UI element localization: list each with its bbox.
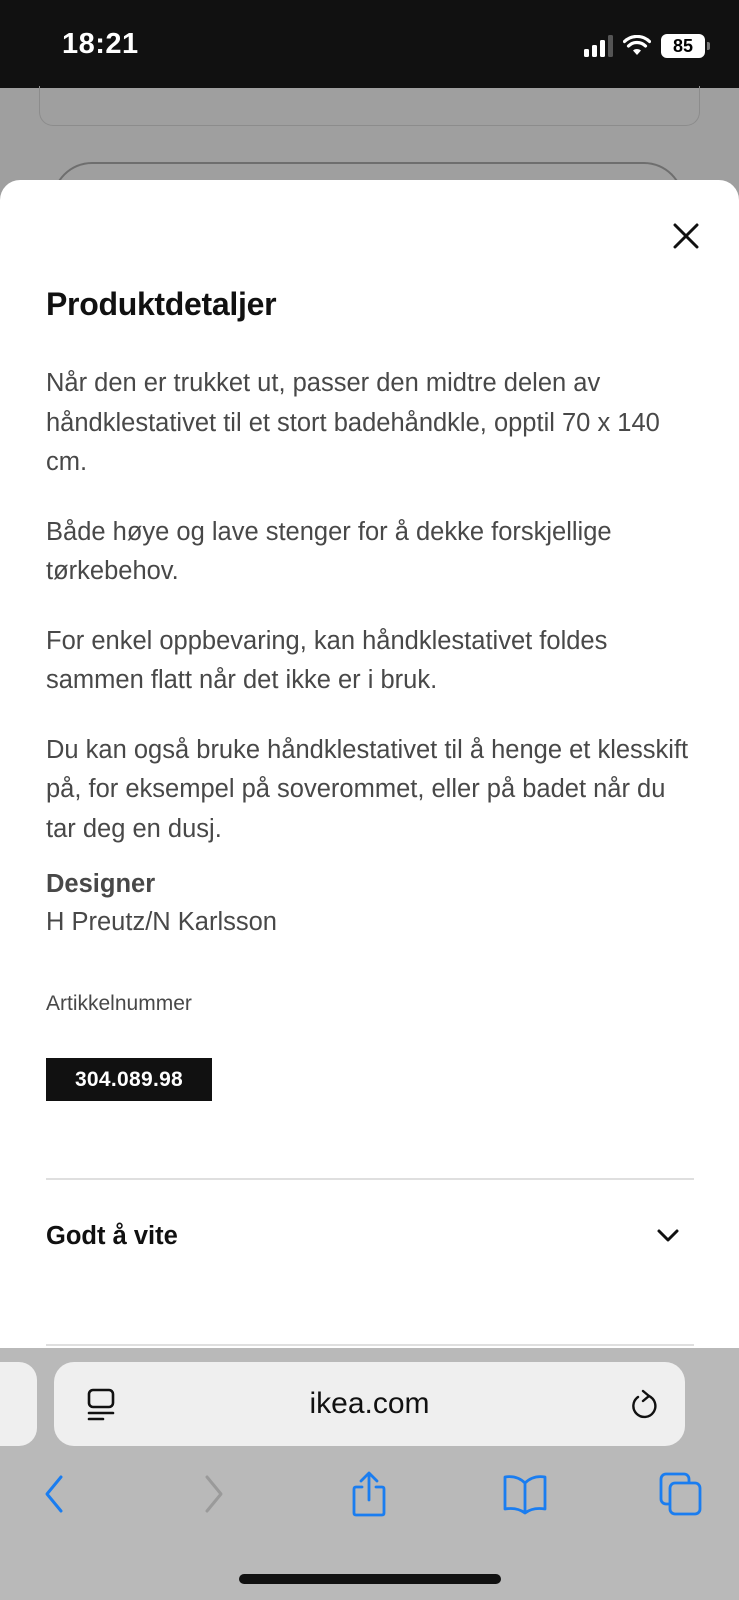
description-paragraph: Du kan også bruke håndklestativet til å henge et klesskift på, for eksempel på soverommet, eller på badet når du tar deg en dusj.: [46, 735, 689, 843]
designer-value: H Preutz/N Karlsson: [46, 908, 277, 936]
status-bar: [0, 0, 739, 88]
article-number-badge: 304.089.98: [46, 1058, 212, 1101]
accordion-label: Godt å vite: [46, 1221, 178, 1250]
share-icon: [349, 1470, 389, 1518]
browser-bottom-bar: [0, 1348, 739, 1600]
url-text: ikea.com: [309, 1387, 430, 1420]
wifi-icon: [623, 35, 651, 57]
forward-icon: [203, 1474, 225, 1514]
product-description: [46, 364, 696, 879]
home-indicator[interactable]: [239, 1574, 501, 1584]
back-button[interactable]: [36, 1464, 72, 1524]
bookmarks-icon: [501, 1473, 549, 1515]
battery-level: 85: [672, 35, 694, 56]
product-details-sheet: [0, 180, 739, 1350]
close-button[interactable]: [664, 214, 708, 258]
close-icon: [673, 223, 699, 249]
background-card: [39, 86, 700, 126]
designer-label: Designer: [46, 870, 156, 898]
chevron-down-icon: [656, 1228, 680, 1244]
sheet-title: Produktdetaljer: [46, 286, 277, 322]
reload-icon[interactable]: [629, 1388, 659, 1422]
battery-icon: [661, 34, 705, 58]
description-paragraph: Når den er trukket ut, passer den midtre delen av håndklestativet til et stort badehåndkle, opptil 70 x 140 cm.: [46, 369, 660, 476]
back-icon: [43, 1474, 65, 1514]
divider: [46, 1178, 694, 1180]
description-paragraph: For enkel oppbevaring, kan håndklestativet foldes sammen flatt når det ikke er i bruk.: [46, 626, 608, 694]
cellular-signal-icon: [584, 35, 613, 57]
browser-toolbar: [0, 1464, 739, 1534]
tabs-icon: [658, 1471, 704, 1517]
forward-button[interactable]: [196, 1464, 232, 1524]
article-number-label: Artikkelnummer: [46, 992, 192, 1015]
accordion-good-to-know[interactable]: [46, 1200, 694, 1272]
previous-tab-preview[interactable]: [0, 1362, 37, 1446]
tabs-button[interactable]: [656, 1464, 706, 1524]
description-paragraph: Både høye og lave stenger for å dekke forskjellige tørkebehov.: [46, 517, 612, 585]
bookmarks-button[interactable]: [500, 1464, 550, 1524]
status-time: 18:21: [62, 28, 139, 60]
share-button[interactable]: [346, 1464, 392, 1524]
address-bar[interactable]: [54, 1362, 685, 1446]
status-icons: [584, 34, 705, 58]
divider: [46, 1344, 694, 1346]
